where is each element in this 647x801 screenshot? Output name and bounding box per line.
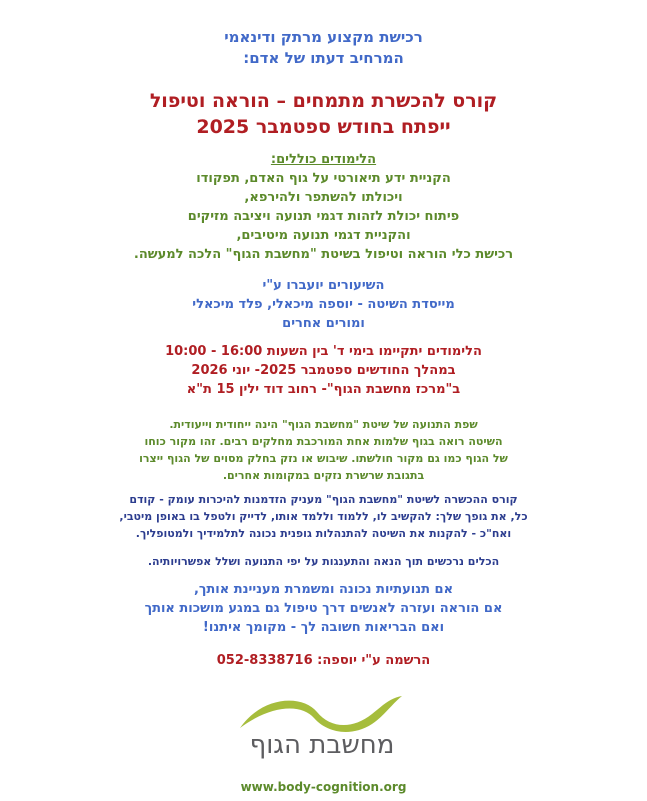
course-description xyxy=(0,491,647,542)
enjoy-line xyxy=(0,553,647,570)
lecturers-line: ומורים אחרים xyxy=(282,316,365,331)
schedule-block xyxy=(0,342,647,399)
studies-title: הלימודים כוללים: xyxy=(270,152,377,167)
studies-block xyxy=(0,150,647,264)
studies-line: רכישת כלי הוראה וטיפול בשיטת "מחשבת הגוף" הלכה למעשה. xyxy=(133,247,514,262)
registration-line xyxy=(0,651,647,670)
intro-block xyxy=(0,27,647,69)
logo-text: מחשבת הגוף xyxy=(249,730,395,760)
schedule-line: הלימודים יתקיימו בימי ד' בין השעות 16:00 - 10:00 xyxy=(165,344,482,359)
method-line: שפת התנועה של שיטת "מחשבת הגוף" הינה ייחודית וייעודית. xyxy=(169,418,478,431)
intro-line-1: רכישת מקצוע מרתק ודינאמי xyxy=(224,28,423,46)
schedule-line: ב"מרכז מחשבת הגוף"- רחוב דוד ילין 15 ת"א xyxy=(186,382,461,397)
invite-line: ואם הבריאות חשובה לך - מקומך איתנו! xyxy=(202,620,445,635)
headline-line-2: ייפתח בחודש ספטמבר 2025 xyxy=(196,116,451,138)
invite-block xyxy=(0,580,647,637)
headline-line-1: קורס להכשרת מתמחים – הוראה וטיפול xyxy=(149,90,498,112)
body-cognition-logo xyxy=(222,686,422,766)
studies-line: הקניית ידע תיאורטי על גוף האדם, תפקודו xyxy=(196,171,451,186)
course-line: כל, את גופך שלך: להקשיב לו, ללמוד וללמד אותו, לדייק ולטפל בו באופן מיטבי, xyxy=(119,510,528,523)
schedule-line: במהלך החודשים ספטמבר 2025- יוני 2026 xyxy=(191,363,456,378)
studies-line: פיתוח יכולת לזהות דגמי תנועה ויציבה מזיקים xyxy=(187,209,460,224)
lecturers-line: השיעורים יועברו ע"י xyxy=(262,278,385,293)
course-headline xyxy=(0,88,647,140)
invite-line: אם הוראה ועזרה לאנשים דרך טיפול גם במגע מושכות אותך xyxy=(144,601,503,616)
method-line: השיטה רואה בגוף שלמות אחת המורכבת מחלקים רבים. זהו מקור כוחו xyxy=(144,435,503,448)
registration-text: הרשמה ע"י יוספה: 052-8338716 xyxy=(216,653,431,668)
method-line: של הגוף כמו גם מקור חולשתו. שיבוש או נזק בחלק מסוים של הגוף ייצרו xyxy=(139,452,508,465)
studies-line: והקניית דגמי תנועה מיטיבים, xyxy=(236,228,411,243)
intro-line-2: המרחיב דעתו של אדם: xyxy=(243,49,404,67)
logo-swoosh-icon xyxy=(222,686,422,736)
website-url[interactable]: www.body-cognition.org xyxy=(240,780,407,794)
method-line: בתגובת שרשרת נזקים במקומות אחרים. xyxy=(222,469,425,482)
website-link[interactable] xyxy=(0,778,647,796)
invite-line: אם תנועתיות נכונה ומשמרת מעניינת אותך, xyxy=(193,582,454,597)
enjoy-text: הכלים נרכשים תוך הנאה והתענגות על יפי התנועה ושלל אפשרויותיה. xyxy=(147,555,500,568)
studies-line: ויכולתו להשתפר ולהירפא, xyxy=(244,190,403,205)
lecturers-block xyxy=(0,276,647,333)
course-line: ואח"כ - להקנות את השיטה להתנהלות גופנית נכונה לתלמידיך ולמטופליך. xyxy=(135,527,512,540)
method-description xyxy=(0,416,647,484)
course-line: קורס ההכשרה לשיטת "מחשבת הגוף" מעניק הזדמנות להיכרות עומק - קודם xyxy=(129,493,518,506)
lecturers-line: מייסדת השיטה - יוספה מיכאלי, פלד מיכאלי xyxy=(192,297,455,312)
